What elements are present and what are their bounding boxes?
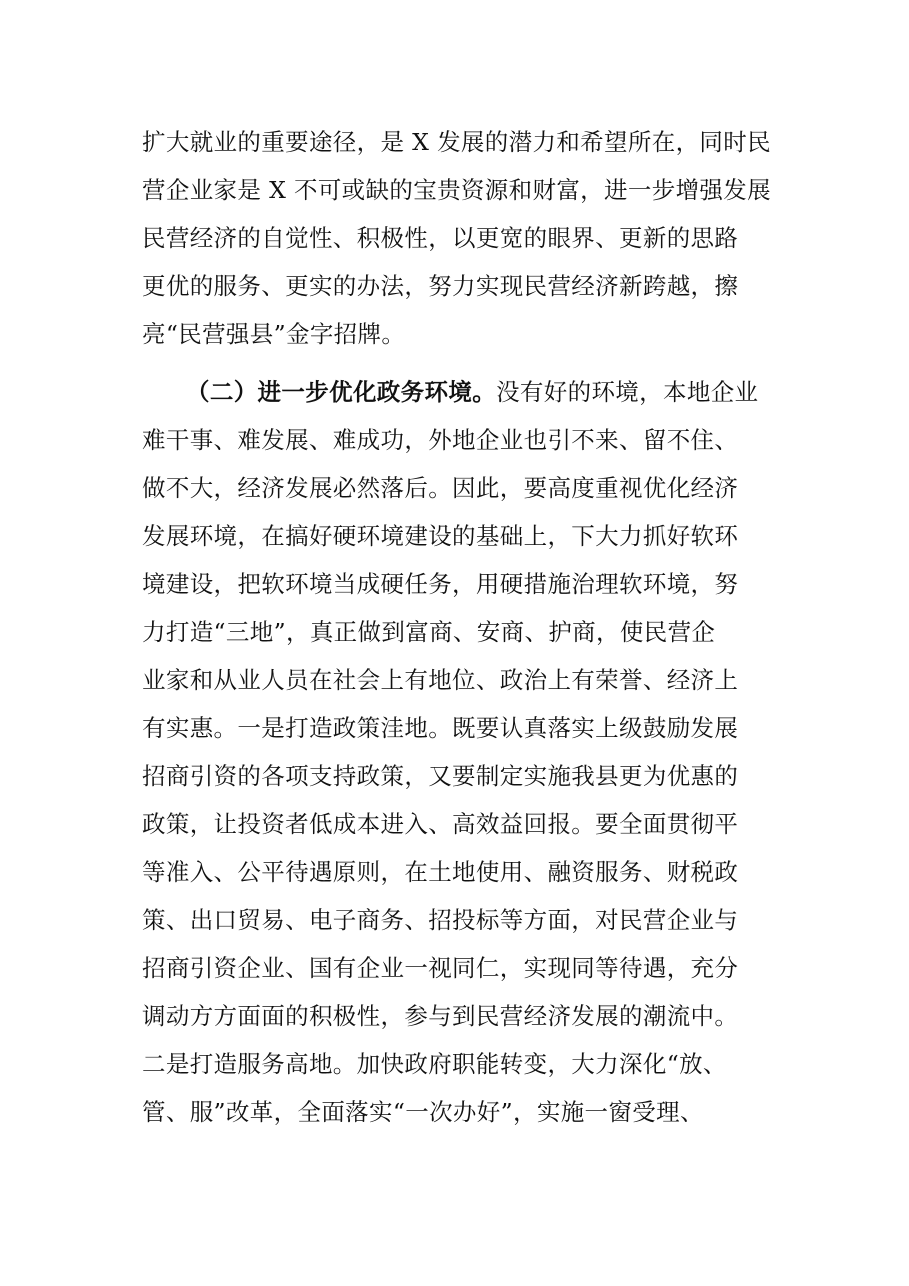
paragraph-2-line-9: 招商引资的各项支持政策，又要制定实施我县更为优惠的 (142, 762, 739, 790)
paragraph-2-line-7: 业家和从业人员在社会上有地位、政治上有荣誉、经济上 (142, 666, 739, 694)
paragraph-1-line-3: 民营经济的自觉性、积极性，以更宽的眼界、更新的思路 (142, 224, 739, 252)
paragraph-1-line-4: 更优的服务、更实的办法，努力实现民营经济新跨越，擦 (142, 272, 739, 300)
paragraph-2-line-4: 发展环境，在搞好硬环境建设的基础上，下大力抓好软环 (142, 522, 739, 550)
paragraph-2-line-15: 二是打造服务高地。加快政府职能转变，大力深化“放、 (142, 1050, 727, 1078)
paragraph-2-first-line-text: 没有好的环境，本地企业 (496, 378, 759, 406)
paragraph-2-line-10: 政策，让投资者低成本进入、高效益回报。要全面贯彻平 (142, 810, 739, 838)
paragraph-2-line-1 (186, 377, 782, 407)
paragraph-1-line-5: 亮“民营强县”金字招牌。 (142, 320, 406, 348)
section-heading: （二）进一步优化政务环境。 (186, 378, 497, 406)
paragraph-2-line-5: 境建设，把软环境当成硬任务，用硬措施治理软环境，努 (142, 570, 739, 598)
paragraph-2-line-16: 管、服”改革，全面落实“一次办好”，实施一窗受理、 (142, 1098, 704, 1126)
paragraph-2-line-8: 有实惠。一是打造政策洼地。既要认真落实上级鼓励发展 (142, 714, 739, 742)
paragraph-1-line-1: 扩大就业的重要途径，是 X 发展的潜力和希望所在，同时民 (142, 128, 771, 156)
paragraph-2-line-6: 力打造“三地”，真正做到富商、安商、护商，使民营企 (142, 618, 716, 646)
paragraph-2-line-13: 招商引资企业、国有企业一视同仁，实现同等待遇，充分 (142, 954, 739, 982)
paragraph-1-line-2: 营企业家是 X 不可或缺的宝贵资源和财富，进一步增强发展 (142, 176, 771, 204)
paragraph-2-line-12: 策、出口贸易、电子商务、招投标等方面，对民营企业与 (142, 906, 739, 934)
paragraph-2-line-2: 难干事、难发展、难成功，外地企业也引不来、留不住、 (142, 426, 739, 454)
paragraph-2-line-14: 调动方方面面的积极性，参与到民营经济发展的潮流中。 (142, 1002, 739, 1030)
paragraph-2-line-3: 做不大，经济发展必然落后。因此，要高度重视优化经济 (142, 474, 739, 502)
paragraph-2-line-11: 等准入、公平待遇原则，在土地使用、融资服务、财税政 (142, 858, 739, 886)
